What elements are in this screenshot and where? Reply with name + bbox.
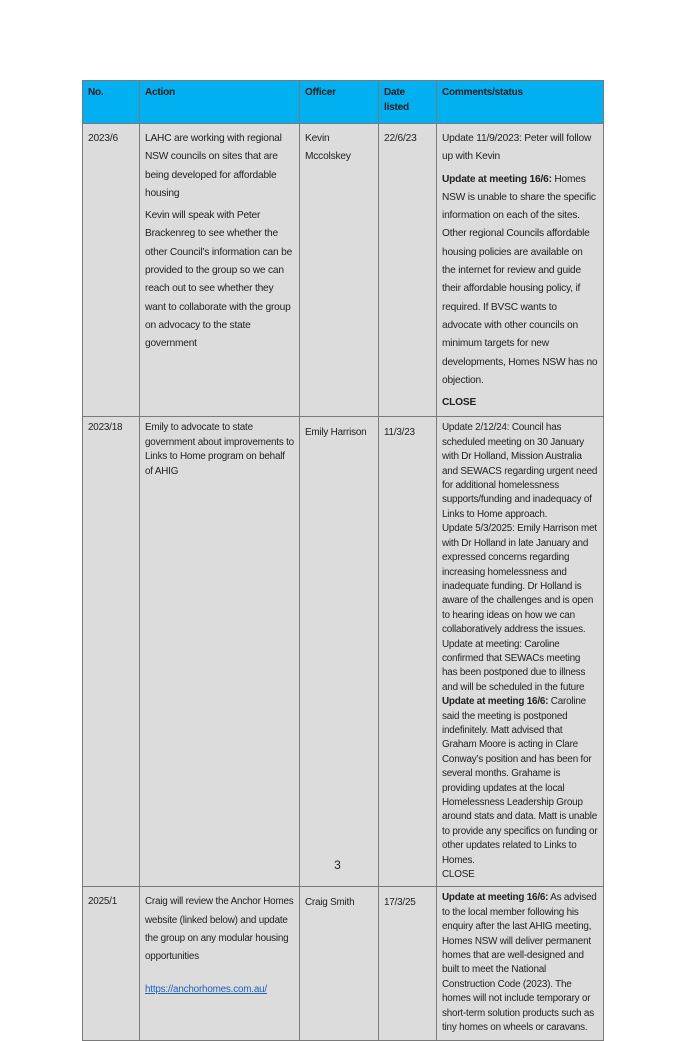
actions-table: [82, 80, 604, 1041]
comment-text: Update at meeting 16/6: Homes NSW is unable to share the specific information on each of the sites. Other regional Councils affordable housing policies are available on the internet for review and guide their affordable housing policy, if required. If BVSC wants to advocate with other councils on minimum targets for new developments, Homes NSW has no objection.: [442, 173, 598, 386]
cell-no: 2023/6: [83, 124, 140, 417]
header-action: Action: [140, 81, 300, 124]
cell-date: 22/6/23: [379, 124, 437, 417]
cell-no: 2025/1: [83, 887, 140, 1040]
cell-action: Emily to advocate to state government about improvements to Links to Home program on behalf of AHIG: [140, 417, 300, 887]
cell-comments: [437, 124, 604, 417]
header-comments: Comments/status: [437, 81, 604, 124]
anchor-homes-link[interactable]: https://anchorhomes.com.au/: [145, 983, 267, 995]
comment-text: Update 5/3/2025: Emily Harrison met with Dr Holland in late January and expressed concerns regarding increasing homelessness and inadequate funding. Dr Holland is aware of the challenges and is open to hearing ideas on how we can collaboratively address the issues.: [442, 523, 597, 636]
table-row: [83, 417, 604, 887]
cell-action: [140, 887, 300, 1040]
cell-officer: Emily Harrison: [300, 417, 379, 887]
action-text: Kevin will speak with Peter Brackenreg to see whether the other Council’s information can be provided to the group so we can reach out to see whether they want to collaborate with the group on advocacy to the state government: [145, 210, 293, 350]
action-text: Craig will review the Anchor Homes website (linked below) and update the group on any modular housing opportunities: [145, 896, 294, 963]
table-row: [83, 887, 604, 1040]
action-text: LAHC are working with regional NSW councils on sites that are being developed for affordable housing: [145, 133, 282, 199]
cell-date: 11/3/23: [379, 417, 437, 887]
cell-officer: Kevin Mccolskey: [300, 124, 379, 417]
header-date: Date listed: [379, 81, 437, 124]
table-header-row: [83, 81, 604, 124]
cell-officer: Craig Smith: [300, 887, 379, 1040]
close-status: CLOSE: [442, 869, 475, 881]
cell-no: 2023/18: [83, 417, 140, 887]
comment-text: Update at meeting: Caroline confirmed that SEWACs meeting has been postponed due to illness and will be scheduled in the future: [442, 638, 586, 693]
comment-text: Update 2/12/24: Council has scheduled meeting on 30 January with Dr Holland, Mission Australia and SEWACS regarding urgent need for additional homelessness supports/funding and inadequacy of Links to Home approach.: [442, 422, 598, 520]
cell-date: 17/3/25: [379, 887, 437, 1040]
comment-text: Update 11/9/2023: Peter will follow up with Kevin: [442, 133, 592, 163]
cell-comments: [437, 887, 604, 1040]
cell-comments: [437, 417, 604, 887]
cell-action: [140, 124, 300, 417]
comment-text: Update at meeting 16/6: As advised to the local member following his enquiry after the last AHIG meeting, Homes NSW will deliver permanent homes that are well-designed and built to meet the National Construction Code (2023). The homes will not include temporary or short-term solution products such as tiny homes on wheels or caravans.: [442, 892, 597, 1034]
comment-text: Update at meeting 16/6: Caroline said the meeting is postponed indefinitely. Matt advised that Graham Moore is acting in Clare Conway’s position and has been for several months. Grahame is providing updates at the local Homelessness Leadership Group around stats and data. Matt is unable to provide any specifics on funding or other updates related to Links to Homes.: [442, 696, 598, 866]
header-no: No.: [83, 81, 140, 124]
close-status: CLOSE: [442, 397, 477, 409]
table-row: [83, 124, 604, 417]
page-number: 3: [334, 858, 341, 872]
header-officer: Officer: [300, 81, 379, 124]
